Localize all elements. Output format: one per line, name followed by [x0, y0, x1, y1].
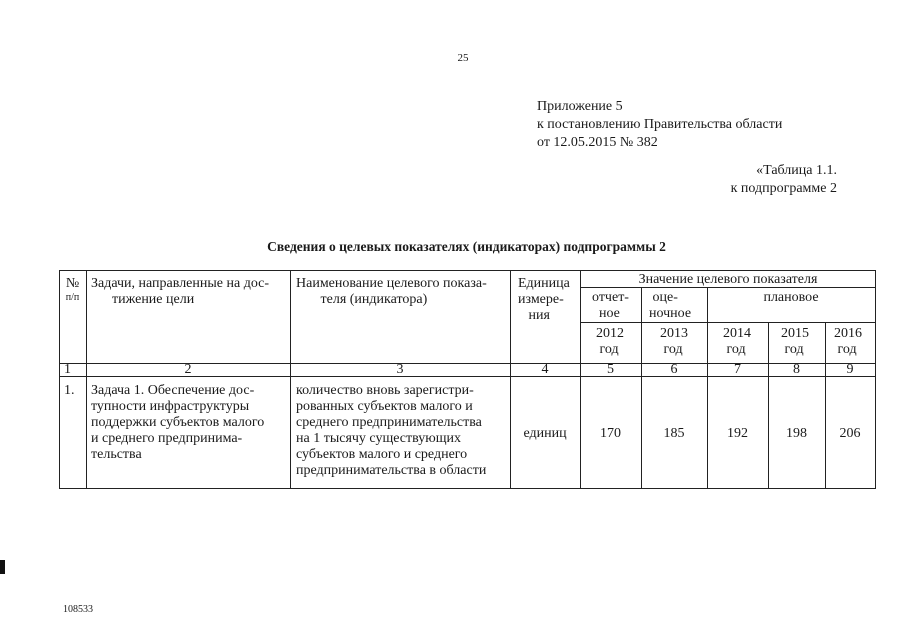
column-divider-1: [86, 270, 87, 489]
column-number-6: 6: [670, 362, 678, 377]
header-indicator: Наименование целевого показа- теля (индикатора): [296, 276, 487, 307]
row-1-number: 1.: [64, 383, 75, 398]
column-number-3: 3: [396, 362, 404, 377]
header-year-2015: 2015 год: [781, 326, 809, 357]
appendix-line-1: Приложение 5: [537, 99, 623, 114]
column-number-7: 7: [734, 362, 741, 377]
column-number-2: 2: [184, 362, 192, 377]
header-reporting: отчет- ное: [592, 290, 629, 321]
page-number: 25: [457, 52, 469, 64]
table-border-bottom: [59, 488, 876, 489]
row-1-value-2016: 206: [839, 426, 861, 441]
row-1-value-2012: 170: [600, 426, 621, 441]
header-tasks: Задачи, направленные на дос- тижение цели: [91, 276, 270, 307]
column-divider-7: [768, 322, 769, 489]
header-year-2014: 2014 год: [723, 326, 751, 357]
header-unit: Единица измере- ния: [518, 276, 570, 323]
header-planned: плановое: [763, 290, 819, 305]
column-number-5: 5: [607, 362, 614, 377]
header-num-sub: п/п: [65, 292, 80, 303]
column-divider-6: [707, 287, 708, 489]
header-year-2012: 2012 год: [596, 326, 624, 357]
column-number-8: 8: [793, 362, 800, 377]
column-divider-2: [290, 270, 291, 489]
row-1-value-2014: 192: [727, 426, 748, 441]
header-value-group: Значение целевого показателя: [638, 272, 818, 287]
column-divider-8: [825, 322, 826, 489]
row-1-value-2015: 198: [786, 426, 807, 441]
document-title: Сведения о целевых показателях (индикаторах) подпрограммы 2: [267, 239, 666, 254]
appendix-line-2: к постановлению Правительства области: [537, 117, 783, 132]
header-year-2013: 2013 год: [660, 326, 688, 357]
table-border-right: [875, 270, 876, 489]
column-divider-3: [510, 270, 511, 489]
column-divider-5: [641, 287, 642, 489]
document-code: 108533: [63, 604, 93, 615]
row-1-indicator: количество вновь зарегистри- рованных субъектов малого и среднего предпринимательства на 1 тысячу существующих субъектов малого и среднего предпринимательства в области: [296, 383, 487, 478]
column-number-1: 1: [64, 362, 71, 377]
header-estimated: оце- ночное: [649, 290, 692, 321]
column-number-4: 4: [541, 362, 549, 377]
row-1-unit: единиц: [523, 426, 567, 441]
row-1-value-2013: 185: [663, 426, 685, 441]
table-border-top: [59, 270, 876, 271]
column-number-9: 9: [846, 362, 854, 377]
header-rule-years: [580, 322, 876, 323]
row-1-task: Задача 1. Обеспечение дос- тупности инфраструктуры поддержки субъектов малого и среднего предпринима- тельства: [91, 383, 265, 462]
header-year-2016: 2016 год: [834, 326, 862, 357]
column-divider-4: [580, 270, 581, 489]
appendix-line-3: от 12.05.2015 № 382: [537, 135, 658, 150]
header-num: №: [65, 276, 80, 291]
table-reference-line-2: к подпрограмме 2: [730, 181, 837, 196]
scan-edge-mark: [0, 560, 5, 574]
table-reference-line-1: «Таблица 1.1.: [756, 163, 837, 178]
